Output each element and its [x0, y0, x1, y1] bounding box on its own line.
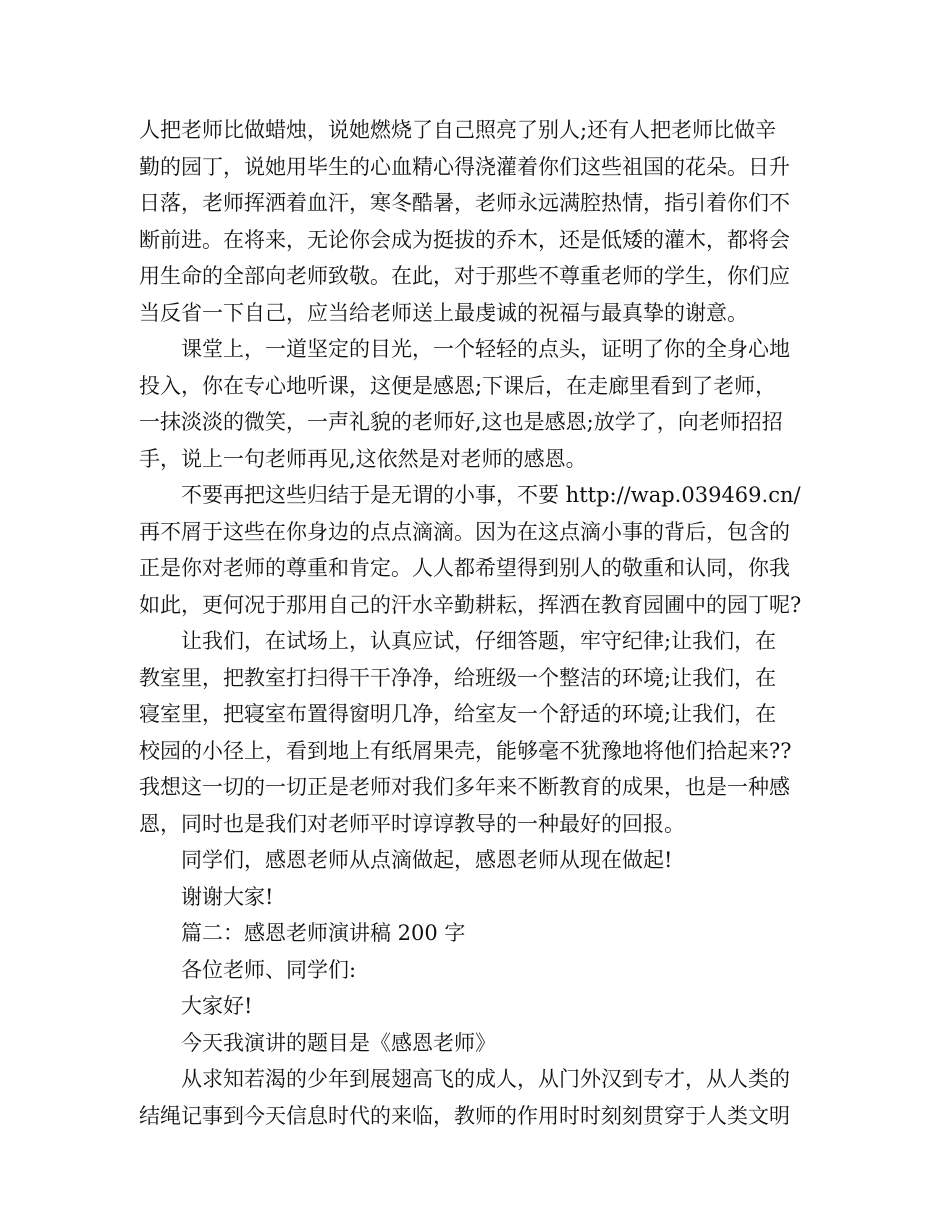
- text-line: 恩，同时也是我们对老师平时谆谆教导的一种最好的回报。: [139, 811, 685, 836]
- text-line: 从求知若渴的少年到展翅高飞的成人，从门外汉到专才，从人类的: [181, 1067, 790, 1091]
- text-line: 日落，老师挥洒着血汗，寒冬酷暑，老师永远满腔热情，指引着你们不: [139, 191, 790, 215]
- text-line: 教室里，把教室打扫得干干净净，给班级一个整洁的环境;让我们，在: [139, 665, 777, 690]
- text-line: 断前进。在将来，无论你会成为挺拔的乔木，还是低矮的灌木，都将会: [139, 227, 790, 252]
- text-line: 结绳记事到今天信息时代的来临，教师的作用时时刻刻贯穿于人类文明: [139, 1103, 790, 1128]
- text-line: 我想这一切的一切正是老师对我们多年来不断教育的成果，也是一种感: [139, 775, 790, 799]
- text-line: 不要再把这些归结于是无谓的小事，不要 http://wap.039469.cn/: [181, 483, 801, 507]
- text-line: 让我们，在试场上，认真应试，仔细答题，牢守纪律;让我们，在: [181, 629, 777, 653]
- text-line: 同学们，感恩老师从点滴做起，感恩老师从现在做起!: [181, 848, 673, 872]
- text-line: 勤的园丁，说她用毕生的心血精心得浇灌着你们这些祖国的花朵。日升: [139, 154, 790, 179]
- text-line: 大家好!: [181, 994, 253, 1018]
- text-line: 当反省一下自己，应当给老师送上最虔诚的祝福与最真挚的谢意。: [139, 300, 748, 325]
- text-line: 各位老师、同学们:: [181, 957, 357, 982]
- text-line: 谢谢大家!: [181, 884, 274, 909]
- text-line: 寝室里，把寝室布置得窗明几净，给室友一个舒适的环境;让我们，在: [139, 702, 777, 726]
- text-line: 课堂上，一道坚定的目光，一个轻轻的点头，证明了你的全身心地: [181, 337, 790, 361]
- text-line: 用生命的全部向老师致敬。在此，对于那些不尊重老师的学生，你们应: [139, 264, 790, 288]
- text-line: 正是你对老师的尊重和肯定。人人都希望得到别人的敬重和认同，你我: [139, 556, 790, 580]
- text-line: 今天我演讲的题目是《感恩老师》: [181, 1030, 496, 1055]
- document-body: [139, 112, 829, 1134]
- text-line: 人把老师比做蜡烛，说她燃烧了自己照亮了别人;还有人把老师比做辛: [139, 118, 777, 142]
- text-line: 手，说上一句老师再见,这依然是对老师的感恩。: [139, 446, 587, 471]
- text-line: 一抹淡淡的微笑，一声礼貌的老师好,这也是感恩;放学了，向老师招招: [139, 410, 783, 434]
- text-line: 如此，更何况于那用自己的汗水辛勤耕耘，挥洒在教育园圃中的园丁呢?: [139, 592, 802, 617]
- text-line: 再不屑于这些在你身边的点点滴滴。因为在这点滴小事的背后，包含的: [139, 519, 790, 544]
- text-line: 校园的小径上，看到地上有纸屑果壳，能够毫不犹豫地将他们拾起来??: [139, 738, 792, 763]
- text-line: 篇二：感恩老师演讲稿 200 字: [181, 921, 466, 945]
- text-line: 投入，你在专心地听课，这便是感恩;下课后，在走廊里看到了老师，: [139, 373, 777, 398]
